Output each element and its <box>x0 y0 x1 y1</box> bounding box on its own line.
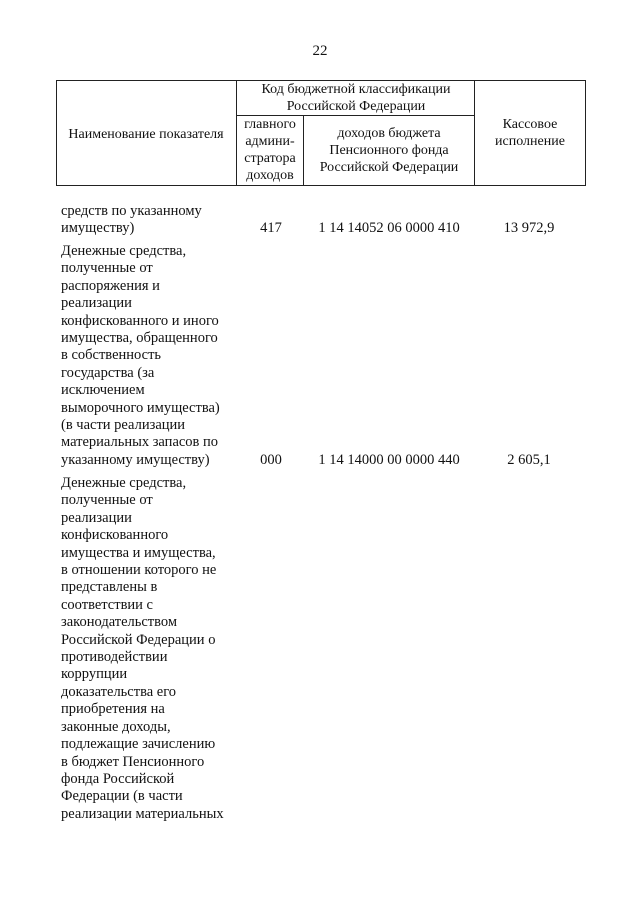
text-line: (в части реализации <box>61 417 186 434</box>
text-line: представлены в <box>61 579 158 596</box>
text-line: имуществу) <box>61 220 135 237</box>
text-line: админи- <box>245 134 295 149</box>
text-line: доходов бюджета <box>337 126 441 141</box>
text-line: Денежные средства, <box>61 475 187 491</box>
text-line: распоряжения и <box>61 277 160 294</box>
text-line: имущества, обращенного <box>61 330 218 347</box>
text-line: полученные от <box>61 260 153 277</box>
text-line: Федерации (в части <box>61 788 183 805</box>
header-code-group: Код бюджетной классификации Российской Федерации <box>261 82 451 114</box>
header-name-col: Наименование показателя <box>68 127 224 142</box>
text-line: выморочного имущества) <box>61 399 220 416</box>
text-line: Российской Федерации <box>319 160 459 175</box>
text-line: в собственность <box>61 347 162 364</box>
text-line: доказательства его <box>61 683 177 700</box>
row-amount: 13 972,9 <box>503 220 555 236</box>
text-line: государства (за <box>61 364 155 381</box>
text-line: материальных запасов по <box>61 434 219 451</box>
text-line: доходов <box>246 168 294 183</box>
row-amount: 2 605,1 <box>507 452 551 468</box>
page-number: 22 <box>312 43 328 59</box>
text-line: в отношении которого не <box>61 562 217 579</box>
text-line: конфискованного <box>61 527 169 544</box>
row-name <box>61 243 239 469</box>
text-line: приобретения на <box>61 701 165 718</box>
text-line: в бюджет Пенсионного <box>61 753 205 770</box>
header-amount-col <box>475 116 585 150</box>
row-classification-code: 1 14 14052 06 0000 410 <box>318 220 460 236</box>
text-line: исполнение <box>495 134 565 149</box>
text-line: Денежные средства, <box>61 243 187 259</box>
header-income-col <box>304 125 474 176</box>
text-line: реализации <box>61 509 132 526</box>
text-line: конфискованного и иного <box>61 312 219 329</box>
text-line: указанному имуществу) <box>61 451 210 468</box>
text-line: реализации <box>61 295 132 312</box>
text-line: главного <box>244 117 296 132</box>
text-line: законные доходы, <box>61 718 171 735</box>
text-line: противодействии <box>61 649 168 666</box>
row-name <box>61 203 239 238</box>
header-admin-col <box>237 116 303 184</box>
text-line: реализации материальных <box>61 805 224 822</box>
text-line: полученные от <box>61 492 153 509</box>
text-line: средств по указанному <box>61 203 202 219</box>
text-line: подлежащие зачислению <box>61 736 216 753</box>
text-line: Российской Федерации о <box>61 631 216 648</box>
text-line: фонда Российской <box>61 770 175 787</box>
text-line: Кассовое <box>502 117 558 132</box>
row-name <box>61 475 239 823</box>
text-line: имущества и имущества, <box>61 544 216 561</box>
row-admin-code: 417 <box>260 220 282 236</box>
text-line: Пенсионного фонда <box>329 143 449 158</box>
text-line: исключением <box>61 382 145 399</box>
text-line: коррупции <box>61 666 128 683</box>
text-line: законодательством <box>61 614 178 631</box>
row-admin-code: 000 <box>260 452 282 468</box>
row-classification-code: 1 14 14000 00 0000 440 <box>318 452 460 468</box>
text-line: стратора <box>244 151 296 166</box>
text-line: соответствии с <box>61 596 153 613</box>
